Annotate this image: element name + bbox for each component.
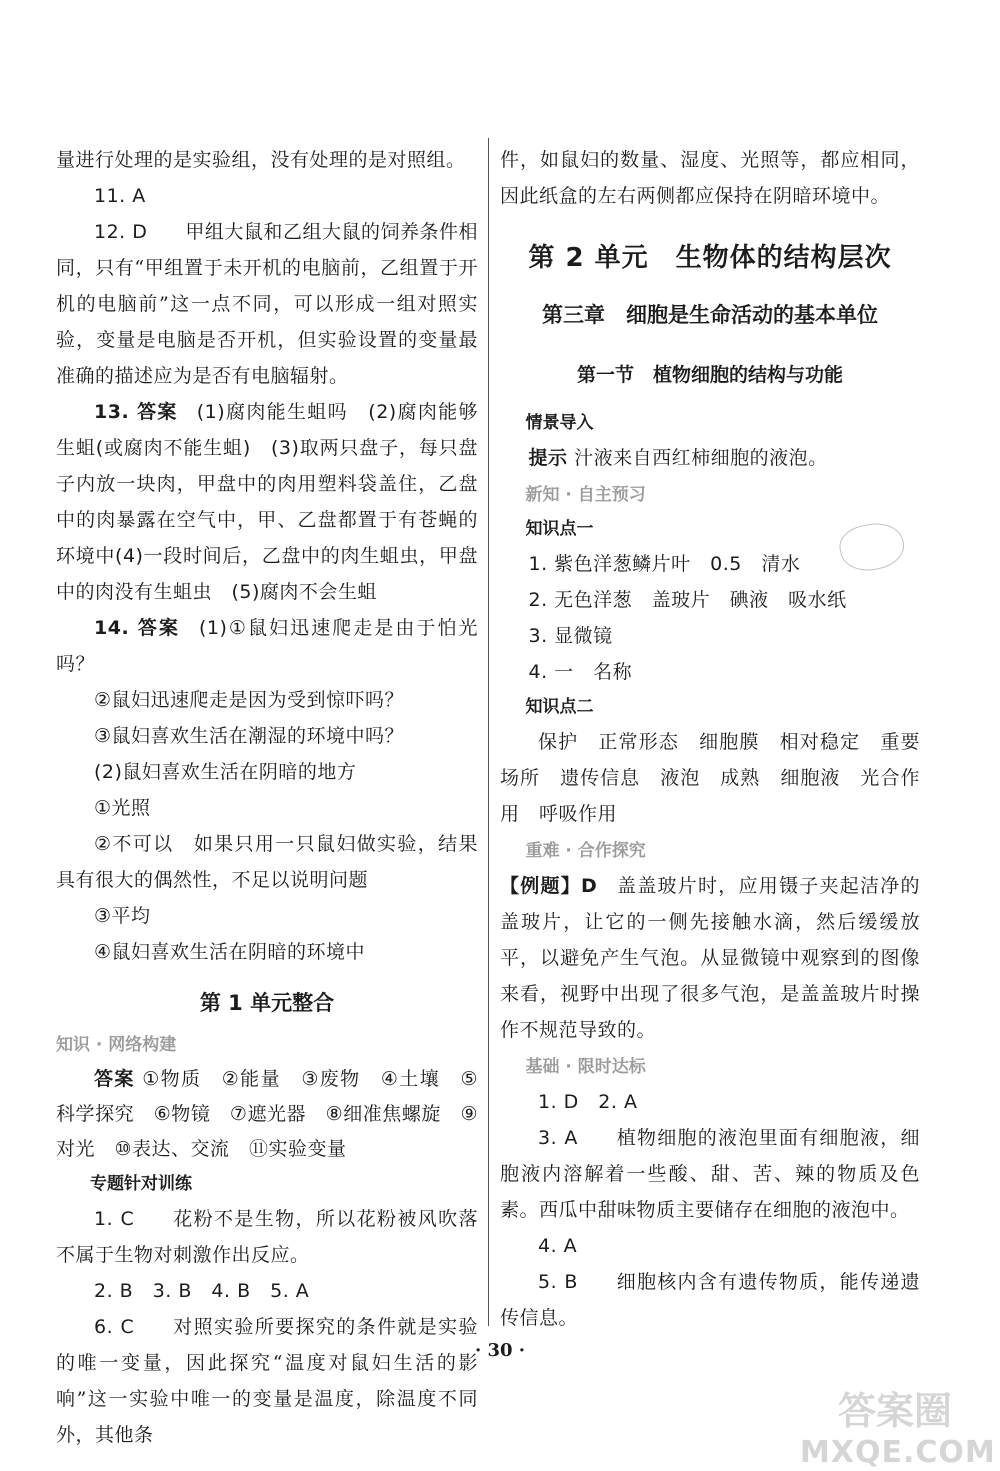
kp1-item: 1. 紫色洋葱鳞片叶 0.5 清水 (528, 553, 801, 575)
section-key-difficulty: 重难 · 合作探究 (525, 841, 646, 861)
kp2-text: 保护 正常形态 细胞膜 相对稳定 重要场所 遗传信息 液泡 成熟 细胞液 光合作用 呼吸作用 (500, 731, 920, 825)
section-1-title: 第一节 植物细胞的结构与功能 (576, 364, 843, 386)
knowledge-point-2-title: 知识点二 (525, 697, 594, 717)
scenario-intro-title: 情景导入 (525, 413, 594, 433)
knowledge-point-1-title: 知识点一 (525, 519, 594, 539)
answer-12-text: 甲组大鼠和乙组大鼠的饲养条件相同，只有“甲组置于未开机的电脑前，乙组置于开机的电脑前”这一点不同，可以形成一组对照实验，变量是电脑是否开机，但实验设置的变量最准确的描述应为是否有电脑辐射。 (56, 221, 478, 387)
special-answer-1: 1. C 花粉不是生物，所以花粉被风吹落不属于生物对刺激作出反应。 (56, 1208, 478, 1266)
special-answer-6: 6. C 对照实验所要探究的条件就是实验的唯一变量，因此探究“温度对鼠妇生活的影响”这一实验中唯一的变量是温度，除温度不同外，其他条 (56, 1316, 478, 1446)
example-label: 【例题】D (500, 875, 598, 897)
section-basic-practice: 基础 · 限时达标 (525, 1057, 646, 1077)
answer-13-text: (1)腐肉能生蛆吗 (2)腐肉能够生蛆(或腐肉不能生蛆) (3)取两只盘子，每只盘子内放一块肉，甲盘中的肉用塑料袋盖住，乙盘中的肉暴露在空气中，甲、乙盘都置于有苍蝇的环境中(4)一段时间后，乙盘中的肉生蛆虫，甲盘中的肉没有生蛆虫 (5)腐肉不会生蛆 (56, 401, 479, 603)
watermark-logo (800, 1380, 996, 1470)
answer-13 (56, 394, 478, 610)
answer-11: 11. A (94, 185, 146, 207)
network-answer-label: 答案 (94, 1068, 135, 1090)
answer-14-line: ③鼠妇喜欢生活在潮湿的环境中吗？ (94, 725, 405, 747)
answer-14-number: 14. 答案 (94, 617, 180, 639)
hint (500, 440, 920, 476)
answer-14-line: (2)鼠妇喜欢生活在阴暗的地方 (94, 761, 357, 783)
answer-12-number: 12. D (94, 221, 148, 243)
right-column (500, 142, 920, 1336)
kp1-item: 4. 一 名称 (528, 661, 633, 683)
column-divider (488, 138, 489, 1326)
answer-14-line: ④鼠妇喜欢生活在阴暗的环境中 (94, 941, 366, 963)
section-new-knowledge: 新知 · 自主预习 (525, 485, 646, 505)
watermark-line-1: 答案圈 (837, 1389, 952, 1433)
answer-13-number: 13. 答案 (94, 401, 178, 423)
special-answers-2-5: 2. B 3. B 4. B 5. A (94, 1280, 310, 1302)
unit-2-title: 第 2 单元 生物体的结构层次 (528, 243, 892, 273)
section-knowledge-network: 知识 · 网络构建 (56, 1035, 177, 1055)
answer-14-line: ②不可以 如果只用一只鼠妇做实验，结果具有很大的偶然性，不足以说明问题 (56, 833, 478, 891)
basic-answer-5: 5. B 细胞核内含有遗传物质，能传递遗传信息。 (500, 1271, 920, 1329)
continuation-text: 量进行处理的是实验组，没有处理的是对照组。 (56, 149, 466, 171)
kp1-item: 2. 无色洋葱 盖玻片 碘液 吸水纸 (528, 589, 847, 611)
hint-text: 汁液来自西红柿细胞的液泡。 (574, 447, 828, 469)
network-answer-text: ①物质 ②能量 ③废物 ④土壤 ⑤科学探究 ⑥物镜 ⑦遮光器 ⑧细准焦螺旋 ⑨对光 ⑩表达、交流 ⑪实验变量 (56, 1068, 478, 1160)
example-text: 盖盖玻片时，应用镊子夹起洁净的盖玻片，让它的一侧先接触水滴，然后缓缓放平，以避免产生气泡。从显微镜中观察到的图像来看，视野中出现了很多气泡，是盖盖玻片时操作不规范导致的。 (500, 875, 920, 1041)
answer-12 (56, 214, 478, 394)
answer-14-line: ②鼠妇迅速爬走是因为受到惊吓吗？ (94, 689, 405, 711)
basic-answer-4: 4. A (538, 1235, 578, 1257)
kp1-item: 3. 显微镜 (528, 625, 613, 647)
chapter-3-title: 第三章 细胞是生命活动的基本单位 (542, 303, 878, 327)
unit-1-title: 第 1 单元整合 (199, 991, 335, 1015)
basic-answers-1-2: 1. D 2. A (538, 1091, 638, 1113)
basic-answer-3: 3. A 植物细胞的液泡里面有细胞液，细胞液内溶解着一些酸、甜、苦、辣的物质及色素。西瓜中甜味物质主要储存在细胞的液泡中。 (500, 1127, 920, 1221)
answer-14-line: ③平均 (94, 905, 151, 927)
example-answer (500, 868, 920, 1048)
network-answer (56, 1062, 478, 1167)
answer-14-line: ①光照 (94, 797, 151, 819)
continuation-text: 件，如鼠妇的数量、湿度、光照等，都应相同，因此纸盒的左右两侧都应保持在阴暗环境中。 (500, 149, 920, 207)
answer-14: 14. 答案 (1)①鼠妇迅速爬走是由于怕光吗？ (56, 617, 478, 675)
page-number: · 30 · (474, 1340, 526, 1361)
left-column (56, 142, 478, 1453)
hint-label: 提示 (528, 447, 568, 469)
special-training-title: 专题针对训练 (90, 1174, 192, 1194)
watermark-line-2: MXQE.COM (800, 1435, 996, 1470)
